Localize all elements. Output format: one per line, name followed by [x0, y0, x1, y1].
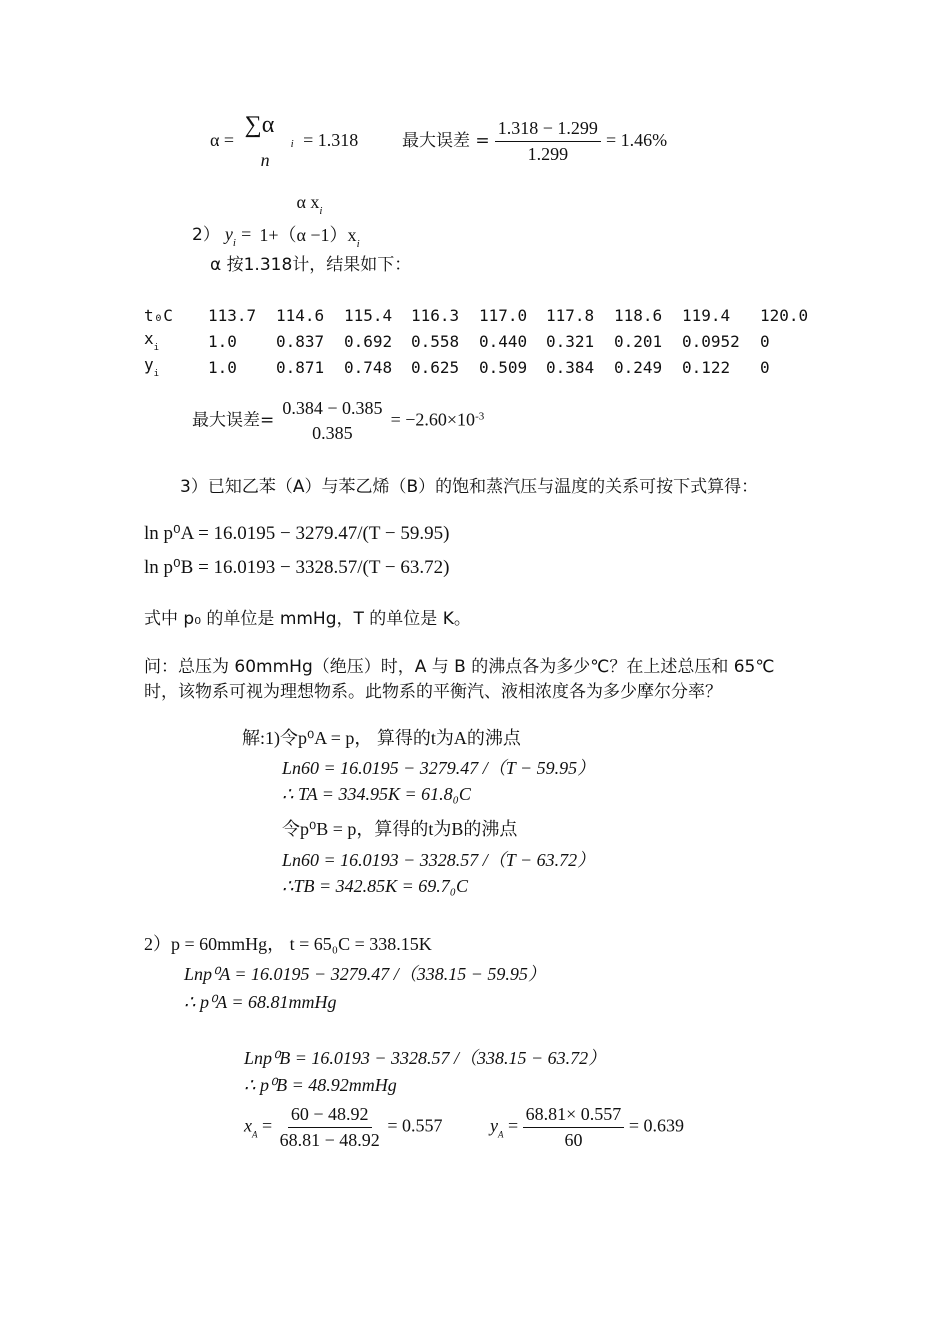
solution-line-2: Ln60 = 16.0195 − 3279.47 /（T − 59.95） — [282, 758, 596, 778]
max-error2-exp: -3 — [475, 410, 485, 423]
max-error-result: = 1.46% — [606, 130, 668, 150]
table-cell: 0.122 — [682, 357, 731, 377]
table-cell: 1.0 — [208, 331, 237, 351]
table-cell: 0.321 — [546, 331, 595, 351]
max-error-fraction — [495, 118, 601, 165]
max-error2-result: = −2.60×10 — [390, 409, 476, 430]
sigma-alpha: ∑α — [244, 112, 275, 138]
y-a-num: 68.81× 0.557 — [523, 1104, 625, 1128]
table-cell: 0 — [760, 357, 770, 377]
part2-eq: = — [241, 223, 252, 244]
table-cell: 113.7 — [208, 305, 257, 325]
row-label-sub: i — [153, 369, 160, 379]
sigma-n: n — [260, 150, 270, 170]
max-error-2 — [192, 398, 484, 444]
max-error-1 — [402, 118, 667, 165]
row-label — [144, 328, 208, 354]
table-cell: 117.0 — [479, 305, 528, 325]
vapor-pressure-eq-a: ln p⁰A = 16.0195 − 3279.47/(T − 59.95) — [144, 523, 450, 544]
y-a-sub: A — [498, 1129, 504, 1140]
p-b-result: ∴ p⁰B = 48.92mmHg — [244, 1075, 397, 1095]
part2-note: α 按1.318计，结果如下： — [210, 255, 412, 275]
alpha-average-formula — [210, 112, 358, 172]
table-cell: 117.8 — [546, 305, 595, 325]
y-a-fraction — [523, 1104, 625, 1151]
table-cell: 1.0 — [208, 357, 237, 377]
solution-line-5: Ln60 = 16.0193 − 3328.57 /（T − 63.72） — [282, 850, 596, 870]
max-error-num: 1.318 − 1.299 — [495, 118, 601, 142]
sigma-sub-i: i — [290, 138, 294, 150]
max-error2-den: 0.385 — [312, 423, 353, 443]
part2-label: 2） — [192, 224, 220, 245]
solution-line-4: 令p⁰B = p，算得的t为B的沸点 — [282, 819, 518, 839]
x-a-label: x — [244, 1115, 252, 1136]
lnp-a: Lnp⁰A = 16.0195 − 3279.47 /（338.15 − 59.95） — [184, 964, 546, 984]
solution-line-3: ∴ TA = 334.95K = 61.8₀C — [282, 784, 471, 804]
table-cell: 0.201 — [614, 331, 663, 351]
lnp-b: Lnp⁰B = 16.0193 − 3328.57 /（338.15 − 63.72） — [244, 1048, 607, 1068]
solution-line-1: 解:1)令p⁰A = p， 算得的t为A的沸点 — [242, 728, 521, 748]
table-cell: 116.3 — [411, 305, 460, 325]
problem3-intro: 3）已知乙苯（A）与苯乙烯（B）的饱和蒸汽压与温度的关系可按下式算得： — [180, 477, 759, 497]
solution-line-6: ∴TB = 342.85K = 69.7₀C — [282, 876, 469, 896]
part2-num — [293, 192, 325, 219]
part2-den-sub: i — [356, 238, 360, 250]
part2-num-sub: i — [319, 205, 323, 217]
part2-den — [256, 219, 362, 250]
table-row — [144, 354, 820, 380]
row-label-text: y — [144, 355, 154, 374]
max-error-label: 最大误差 = — [402, 131, 490, 151]
table-cell: 0.558 — [411, 331, 460, 351]
part2-y-sub: i — [232, 236, 236, 249]
table-cell: 0.384 — [546, 357, 595, 377]
part2-y: y — [224, 223, 233, 244]
y-a-label: y — [490, 1115, 498, 1136]
max-error2-fraction — [279, 398, 385, 444]
table-cell: 0.837 — [276, 331, 325, 351]
x-a-eq: = — [262, 1115, 273, 1136]
table-cell: 0.871 — [276, 357, 325, 377]
alpha-lhs: α = — [210, 130, 235, 150]
table-cell: 0 — [760, 331, 770, 351]
table-row — [144, 328, 820, 354]
table-cell: 0.625 — [411, 357, 460, 377]
y-a-formula — [490, 1104, 684, 1151]
max-error-den: 1.299 — [527, 144, 569, 164]
p-a-result: ∴ p⁰A = 68.81mmHg — [184, 992, 337, 1012]
table-cell: 114.6 — [276, 305, 325, 325]
vapor-pressure-eq-b: ln p⁰B = 16.0193 − 3328.57/(T − 63.72) — [144, 557, 450, 578]
max-error2-num: 0.384 − 0.385 — [282, 398, 383, 418]
row-label — [144, 354, 208, 380]
row-label-text: x — [144, 329, 154, 348]
table-row — [144, 302, 820, 328]
table-cell: 120.0 — [760, 305, 809, 325]
sigma-fraction — [239, 112, 299, 172]
x-a-sub: A — [252, 1129, 258, 1140]
question-line-1: 问：总压为 60mmHg（绝压）时，A 与 B 的沸点各为多少℃？在上述总压和 65℃ — [144, 657, 775, 677]
table-cell: 0.249 — [614, 357, 663, 377]
part2-den-text: 1+（α −1）x — [259, 225, 357, 245]
table-cell: 0.440 — [479, 331, 528, 351]
row-label-sub: i — [153, 343, 160, 353]
x-a-fraction — [277, 1104, 383, 1151]
table-cell: 0.692 — [344, 331, 393, 351]
table-cell: 115.4 — [344, 305, 393, 325]
table-cell: 0.748 — [344, 357, 393, 377]
table-cell: 0.0952 — [682, 331, 740, 351]
x-a-num: 60 − 48.92 — [288, 1104, 372, 1128]
x-a-result: = 0.557 — [387, 1115, 443, 1136]
y-a-eq: = — [508, 1115, 519, 1136]
max-error2-label: 最大误差= — [192, 410, 275, 431]
part2-conditions: 2）p = 60mmHg， t = 65₀C = 338.15K — [144, 934, 432, 954]
vle-table — [144, 302, 820, 380]
part2-fraction — [256, 192, 362, 250]
row-label: t₀C — [144, 305, 173, 325]
table-cell: 0.509 — [479, 357, 528, 377]
x-a-formula — [244, 1104, 442, 1151]
y-a-den: 60 — [564, 1130, 583, 1150]
equilibrium-formula — [192, 192, 363, 250]
alpha-result: = 1.318 — [303, 130, 359, 150]
table-cell: 118.6 — [614, 305, 663, 325]
y-a-result: = 0.639 — [628, 1115, 684, 1136]
question-line-2: 时，该物系可视为理想物系。此物系的平衡汽、液相浓度各为多少摩尔分率？ — [144, 682, 722, 702]
units-note: 式中 p₀ 的单位是 mmHg，T 的单位是 K。 — [144, 609, 471, 629]
table-cell: 119.4 — [682, 305, 731, 325]
part2-num-text: α x — [296, 192, 320, 212]
x-a-den: 68.81 − 48.92 — [279, 1130, 380, 1150]
